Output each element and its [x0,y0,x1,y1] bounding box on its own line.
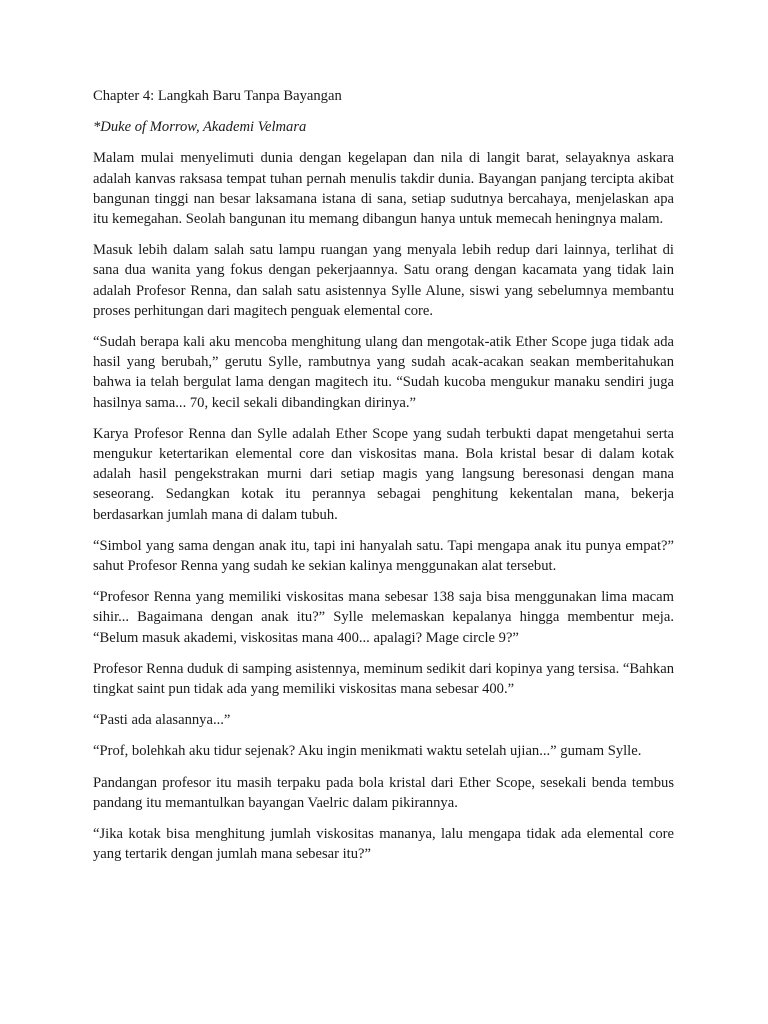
document-page [93,86,674,876]
paragraph: “Profesor Renna yang memiliki viskositas mana sebesar 138 saja bisa menggunakan lima macam sihir... Bagaimana dengan anak itu?” Sylle melemaskan kepalanya hingga membentur meja. “Belum masuk akademi, viskositas mana 400... apalagi? Mage circle 9?” [93,589,674,646]
paragraph: Malam mulai menyelimuti dunia dengan kegelapan dan nila di langit barat, selayaknya askara adalah kanvas raksasa tempat tuhan pernah menulis takdir dunia. Bayangan panjang tercipta akibat bangunan tinggi nan besar laksamana istana di sana, setiap sudutnya bercahaya, menjelaskan apa itu kemegahan. Seolah bangunan itu memang dibangun hanya untuk memecah heningnya malam. [93,150,674,228]
paragraph: Masuk lebih dalam salah satu lampu ruangan yang menyala lebih redup dari lainnya, terlihat di sana dua wanita yang fokus dengan pekerjaannya. Satu orang dengan kacamata yang tidak lain adalah Profesor Renna, dan salah satu asistennya Sylle Alune, siswi yang sebelumnya membantu proses perhitungan dari magitech penguak elemental core. [93,242,674,319]
paragraph: Karya Profesor Renna dan Sylle adalah Ether Scope yang sudah terbukti dapat mengetahui serta mengukur ketertarikan elemental core dan viskositas mana. Bola kristal besar di dalam kotak adalah hasil pengekstrakan murni dari setiap magis yang langsung beresonasi dengan mana seseorang. Sedangkan kotak itu perannya sebagai penghitung kekentalan mana, bekerja berdasarkan jumlah mana di dalam tubuh. [93,425,674,523]
paragraph: “Prof, bolehkah aku tidur sejenak? Aku ingin menikmati waktu setelah ujian...” gumam Sylle. [93,743,642,760]
paragraph: “Pasti ada alasannya...” [93,712,231,729]
scene-location: *Duke of Morrow, Akademi Velmara [93,119,307,136]
paragraph: Pandangan profesor itu masih terpaku pada bola kristal dari Ether Scope, sesekali benda tembus pandang itu memantulkan bayangan Vaelric dalam pikirannya. [93,774,674,811]
paragraph: “Simbol yang sama dengan anak itu, tapi ini hanyalah satu. Tapi mengapa anak itu punya empat?” sahut Profesor Renna yang sudah ke sekian kalinya menggunakan alat tersebut. [93,537,674,575]
paragraph: Profesor Renna duduk di samping asistennya, meminum sedikit dari kopinya yang tersisa. “Bahkan tingkat saint pun tidak ada yang memiliki viskositas mana sebesar 400.” [93,660,674,698]
chapter-title: Chapter 4: Langkah Baru Tanpa Bayangan [93,88,342,104]
paragraph: “Jika kotak bisa menghitung jumlah viskositas mananya, lalu mengapa tidak ada elemental core yang tertarik dengan jumlah mana sebesar itu?” [93,826,674,863]
paragraph: “Sudah berapa kali aku mencoba menghitung ulang dan mengotak-atik Ether Scope juga tidak ada hasil yang berubah,” gerutu Sylle, rambutnya yang sudah acak-acakan seakan memberitahukan bahwa ia telah bergulat lama dengan magitech itu. “Sudah kucoba mengukur manaku sendiri juga hasilnya sama... 70, kecil sekali dibandingkan dirinya.” [93,334,674,411]
